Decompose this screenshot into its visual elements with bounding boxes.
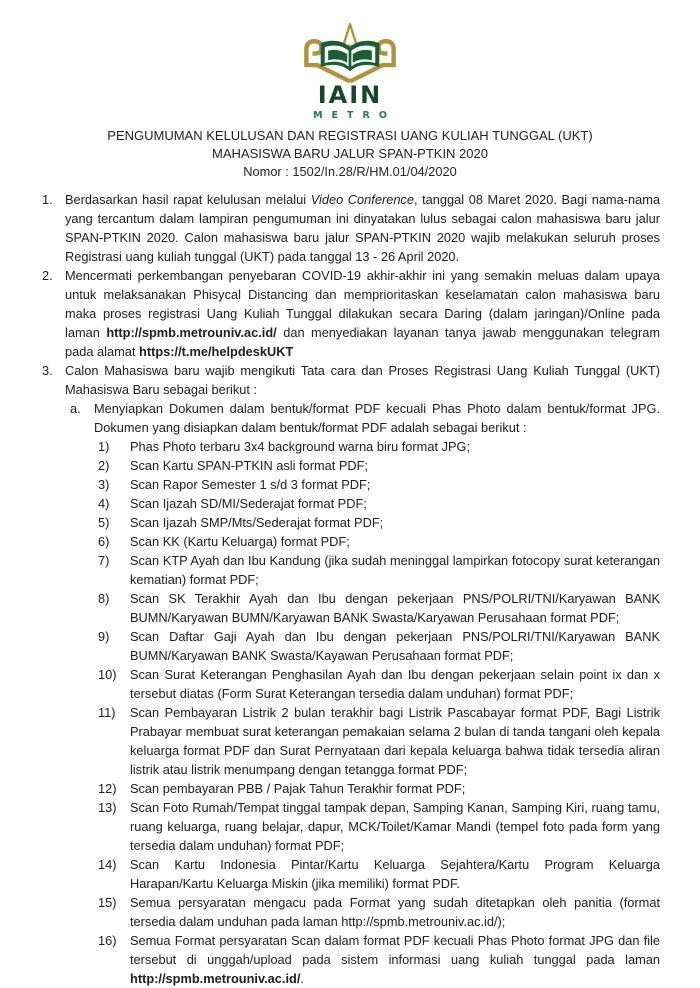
doc-list-item (98, 893, 660, 931)
doc-list-item-text (130, 513, 660, 532)
sub-list-item-text (94, 399, 660, 437)
doc-list-item-text (130, 798, 660, 855)
doc-list-item-text (130, 703, 660, 779)
text-segment: . (300, 971, 304, 986)
text-segment: Mencermati perkembangan penyebaran COVID-19 akhir-akhir ini yang semakin meluas dalam upaya untuk melaksanakan Phisycal Distancing dan memprioritaskan keselamatan calon mahasiswa baru maka proses registrasi Uang Kuliah Tunggal dilakukan secara Daring (dalam jaringan)/Online pada laman (65, 268, 660, 340)
doc-list-item-marker: 4) (98, 496, 110, 511)
sub-list-item (70, 399, 660, 437)
doc-list-item (98, 437, 660, 456)
doc-list-item-marker: 3) (98, 477, 110, 492)
doc-list-item-text (130, 589, 660, 627)
doc-list-item (98, 589, 660, 627)
text-segment: , tanggal 08 Maret 2020. Bagi nama-nama yang tercantum dalam lampiran pengumuman ini dinyatakan lulus sebagai calon mahasiswa baru jalur SPAN-PTKIN 2020. Calon mahasiswa baru jalur SPAN-PTKIN 2020 wajib melakukan seluruh proses Registrasi uang kuliah tunggal (UKT) pada tanggal 13 - 26 April 2020. (65, 192, 660, 264)
bold-text: http://spmb.metrouniv.ac.id/ (130, 971, 301, 986)
doc-list-item (98, 703, 660, 779)
text-segment: Menyiapkan Dokumen dalam bentuk/format PDF kecuali Phas Photo dalam bentuk/format JPG. Dokumen yang disiapkan dalam bentuk/format PDF adalah sebagai berikut : (94, 401, 660, 435)
announcement-title-line-2: MAHASISWA BARU JALUR SPAN-PTKIN 2020 (212, 146, 488, 161)
doc-list-item-text (130, 627, 660, 665)
doc-list-item-marker: 8) (98, 591, 110, 606)
doc-list-item-text (130, 437, 660, 456)
doc-list-item (98, 494, 660, 513)
doc-list-item-marker: 12) (98, 781, 117, 796)
list-item-marker: 1. (42, 192, 53, 207)
logo-crown-book-icon (275, 22, 425, 85)
sub-list-item-marker: a. (70, 401, 81, 416)
doc-list-item-text (130, 551, 660, 589)
bold-text: http://spmb.metrouniv.ac.id/ (106, 325, 277, 340)
list-item (42, 190, 660, 266)
list-item-marker: 2. (42, 268, 53, 283)
doc-list-item (98, 855, 660, 893)
text-segment: Scan KTP Ayah dan Ibu Kandung (jika sudah meninggal lampirkan fotocopy surat keterangan kematian) format PDF; (130, 553, 660, 587)
doc-list-item (98, 456, 660, 475)
text-segment: dan menyediakan layanan tanya jawab menggunakan telegram pada alamat (65, 325, 660, 359)
list-item (42, 266, 660, 361)
doc-list-item (98, 513, 660, 532)
doc-list-item (98, 475, 660, 494)
doc-list-item-text (130, 893, 660, 931)
doc-list-item (98, 665, 660, 703)
text-segment: Scan SK Terakhir Ayah dan Ibu dengan pekerjaan PNS/POLRI/TNI/Karyawan BANK BUMN/Karyawan BUMN/Karyawan BANK Swasta/Karyawan Perusahaan format PDF; (130, 591, 660, 625)
list-item-text (65, 361, 660, 399)
text-segment: Semua persyaratan mengacu pada Format yang sudah ditetapkan oleh panitia (format tersedia dalam unduhan pada laman http://spmb.metrouniv.ac.id/); (130, 895, 660, 929)
doc-list-item-text (130, 665, 660, 703)
doc-list-item-marker: 14) (98, 857, 117, 872)
bold-text: https://t.me/helpdeskUKT (139, 344, 294, 359)
text-segment: Scan Rapor Semester 1 s/d 3 format PDF; (130, 477, 371, 492)
doc-list-item-marker: 15) (98, 895, 117, 910)
text-segment: Scan Kartu SPAN-PTKIN asli format PDF; (130, 458, 368, 473)
doc-list-item-marker: 16) (98, 933, 117, 948)
doc-list-item-marker: 9) (98, 629, 110, 644)
text-segment: Scan Kartu Indonesia Pintar/Kartu Keluarga Sejahtera/Kartu Program Keluarga Harapan/Kartu Keluarga Miskin (jika memiliki) format PDF. (130, 857, 660, 891)
text-segment: Calon Mahasiswa baru wajib mengikuti Tata cara dan Proses Registrasi Uang Kuliah Tunggal (UKT) Mahasiswa Baru sebagai berikut : (65, 363, 660, 397)
logo-acronym: IAIN (317, 81, 383, 109)
doc-list-item-marker: 13) (98, 800, 117, 815)
text-segment: Scan Ijazah SD/MI/Sederajat format PDF; (130, 496, 367, 511)
doc-list-item (98, 532, 660, 551)
doc-list-item-text (130, 931, 660, 988)
doc-list-item (98, 627, 660, 665)
text-segment: Scan pembayaran PBB / Pajak Tahun Terakhir format PDF; (130, 781, 466, 796)
italic-text: Video Conference (310, 192, 414, 207)
doc-list-item (98, 931, 660, 988)
announcement-list (0, 190, 700, 988)
doc-list-item (98, 779, 660, 798)
iain-metro-logo (0, 0, 700, 121)
doc-list-item-marker: 6) (98, 534, 110, 549)
doc-list-item (98, 551, 660, 589)
doc-list-item-marker: 2) (98, 458, 110, 473)
list-item (42, 361, 660, 399)
announcement-number: Nomor : 1502/In.28/R/HM.01/04/2020 (243, 164, 457, 179)
text-segment: Scan Surat Keterangan Penghasilan Ayah dan Ibu dengan pekerjaan selain point ix dan x tersebut diatas (Form Surat Keterangan tersedia dalam unduhan) format PDF; (130, 667, 660, 701)
doc-list-item-text (130, 532, 660, 551)
doc-list-item-marker: 10) (98, 667, 117, 682)
doc-list-item-text (130, 456, 660, 475)
text-segment: Semua Format persyaratan Scan dalam format PDF kecuali Phas Photo format JPG dan file tersebut di unggah/upload pada sistem informasi uang kuliah tunggal pada laman (130, 933, 660, 967)
list-item-marker: 3. (42, 363, 53, 378)
doc-list-item-marker: 1) (98, 439, 110, 454)
text-segment: Scan Ijazah SMP/Mts/Sederajat format PDF; (130, 515, 384, 530)
doc-list-item-marker: 11) (98, 705, 116, 720)
text-segment: Berdasarkan hasil rapat kelulusan melalui (65, 192, 311, 207)
doc-list-item-marker: 7) (98, 553, 110, 568)
list-item-text (65, 266, 660, 361)
doc-list-item-marker: 5) (98, 515, 110, 530)
text-segment: Scan Daftar Gaji Ayah dan Ibu dengan pekerjaan PNS/POLRI/TNI/Karyawan BANK BUMN/Karyawan BANK Swasta/Kayawan Perusahaan format PDF; (130, 629, 660, 663)
announcement-header (0, 127, 700, 181)
announcement-title-line-1: PENGUMUMAN KELULUSAN DAN REGISTRASI UANG KULIAH TUNGGAL (UKT) (107, 128, 593, 143)
doc-list-item-text (130, 855, 660, 893)
doc-list-item-text (130, 779, 660, 798)
text-segment: Scan Foto Rumah/Tempat tinggal tampak depan, Samping Kanan, Samping Kiri, ruang tamu, ruang keluarga, ruang belajar, dapur, MCK/Toilet/Kamar Mandi (tempel foto pada form yang tersedia dalam unduhan) format PDF; (130, 800, 660, 853)
doc-list-item-text (130, 475, 660, 494)
doc-list-item-text (130, 494, 660, 513)
list-item-text (65, 190, 660, 266)
text-segment: Phas Photo terbaru 3x4 background warna biru format JPG; (130, 439, 471, 454)
text-segment: Scan KK (Kartu Keluarga) format PDF; (130, 534, 350, 549)
text-segment: Scan Pembayaran Listrik 2 bulan terakhir bagi Listrik Pascabayar format PDF, Bagi Listrik Prabayar membuat surat keterangan pemakaian selama 2 bulan di tanda tangani oleh kepala keluarga format PDF dan Surat Pernyataan dari kepala keluarga bahwa tidak tersedia aliran listrik atau listrik menumpang dengan tetangga format PDF; (130, 705, 660, 777)
doc-list-item (98, 798, 660, 855)
logo-city: METRO (313, 110, 396, 121)
